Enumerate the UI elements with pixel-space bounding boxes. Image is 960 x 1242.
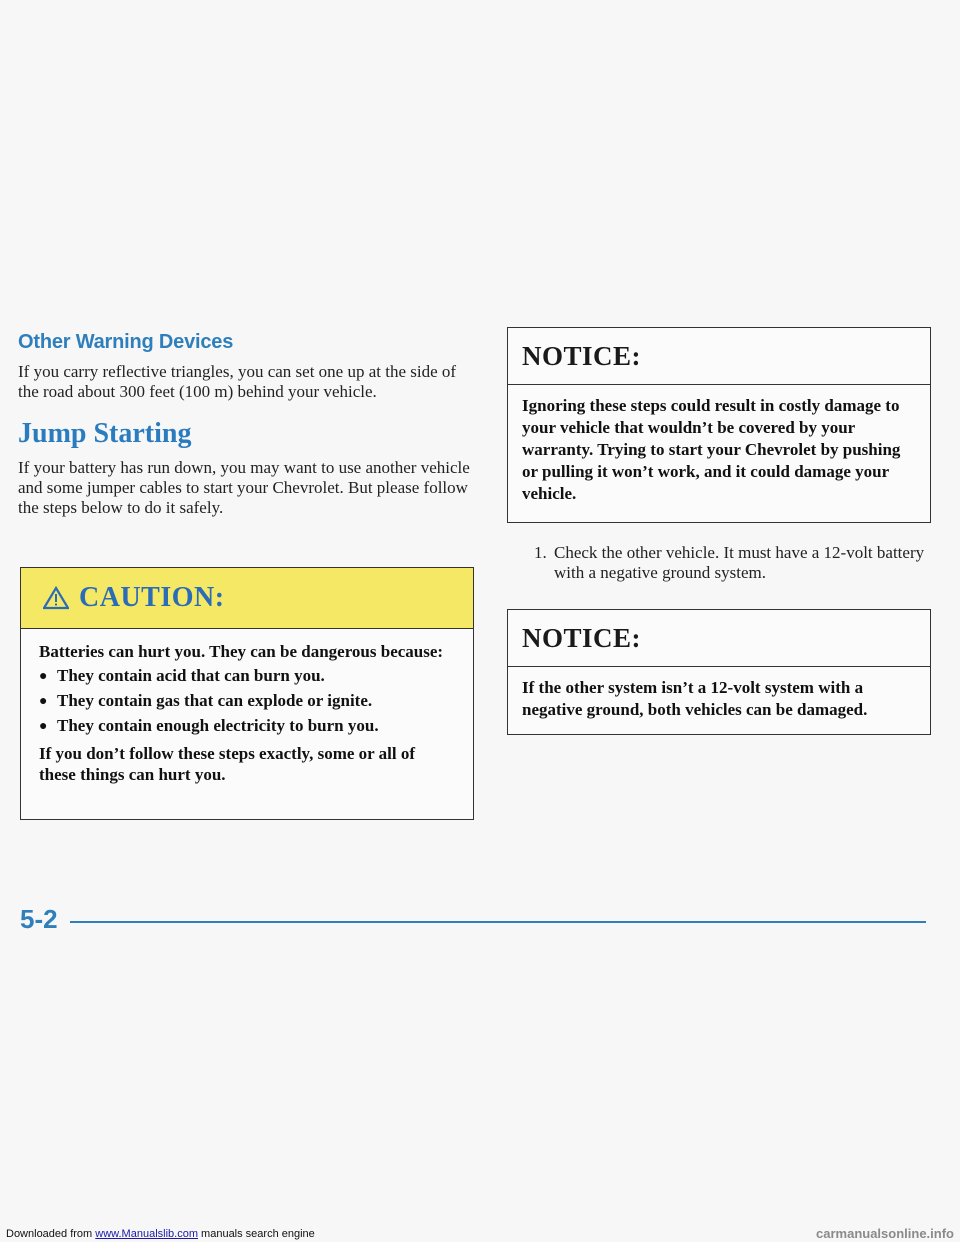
bullet-icon: ● [39, 694, 48, 709]
notice-text: Ignoring these steps could result in costly damage to your vehicle that wouldn’t be covered by your warranty. Trying to start your Chevrolet by pushing or pulling it won’t work, and it could damage your vehicle. [522, 396, 901, 503]
notice-header [508, 328, 930, 385]
caution-header [21, 568, 473, 629]
paragraph-other-warning: If you carry reflective triangles, you can set one up at the side of the road about 300 feet (100 m) behind your vehicle. [18, 362, 457, 401]
footer-rule [70, 921, 926, 923]
step-text: Check the other vehicle. It must have a 12-volt battery with a negative ground system. [554, 543, 925, 582]
caution-outro: If you don’t follow these steps exactly, some or all of these things can hurt you. [39, 744, 416, 784]
bullet-icon: ● [39, 719, 48, 734]
page-number: 5-2 [20, 904, 58, 934]
download-footer: Downloaded from www.Manualslib.com manuals search engine [6, 1228, 315, 1240]
watermark: carmanualsonline.info [816, 1226, 954, 1241]
notice-header [508, 610, 930, 667]
caution-title: CAUTION: [79, 582, 225, 613]
warning-triangle-icon [43, 586, 69, 610]
notice-text: If the other system isn’t a 12-volt system with a negative ground, both vehicles can be damaged. [522, 678, 868, 719]
bullet-icon: ● [39, 669, 48, 684]
caution-box [20, 567, 474, 820]
heading-other-warning-devices: Other Warning Devices [18, 331, 234, 353]
notice-title: NOTICE: [522, 340, 642, 371]
notice-box-1 [507, 327, 931, 523]
notice-title: NOTICE: [522, 622, 642, 653]
caution-body [21, 629, 473, 785]
caution-bullet: ● They contain gas that can explode or ignite. [39, 691, 373, 710]
heading-jump-starting: Jump Starting [18, 418, 192, 449]
step-1 [534, 543, 934, 583]
left-column [18, 325, 473, 518]
caution-bullet: ● They contain enough electricity to burn you. [39, 716, 379, 735]
notice-box-2 [507, 609, 931, 735]
caution-bullet: ● They contain acid that can burn you. [39, 666, 325, 685]
caution-intro: Batteries can hurt you. They can be dangerous because: [39, 642, 444, 661]
paragraph-jump-starting: If your battery has run down, you may want to use another vehicle and some jumper cables to start your Chevrolet. But please follow the steps below to do it safely. [18, 458, 470, 517]
manualslib-link[interactable]: www.Manualslib.com [95, 1228, 198, 1240]
step-number: 1. [534, 543, 547, 562]
